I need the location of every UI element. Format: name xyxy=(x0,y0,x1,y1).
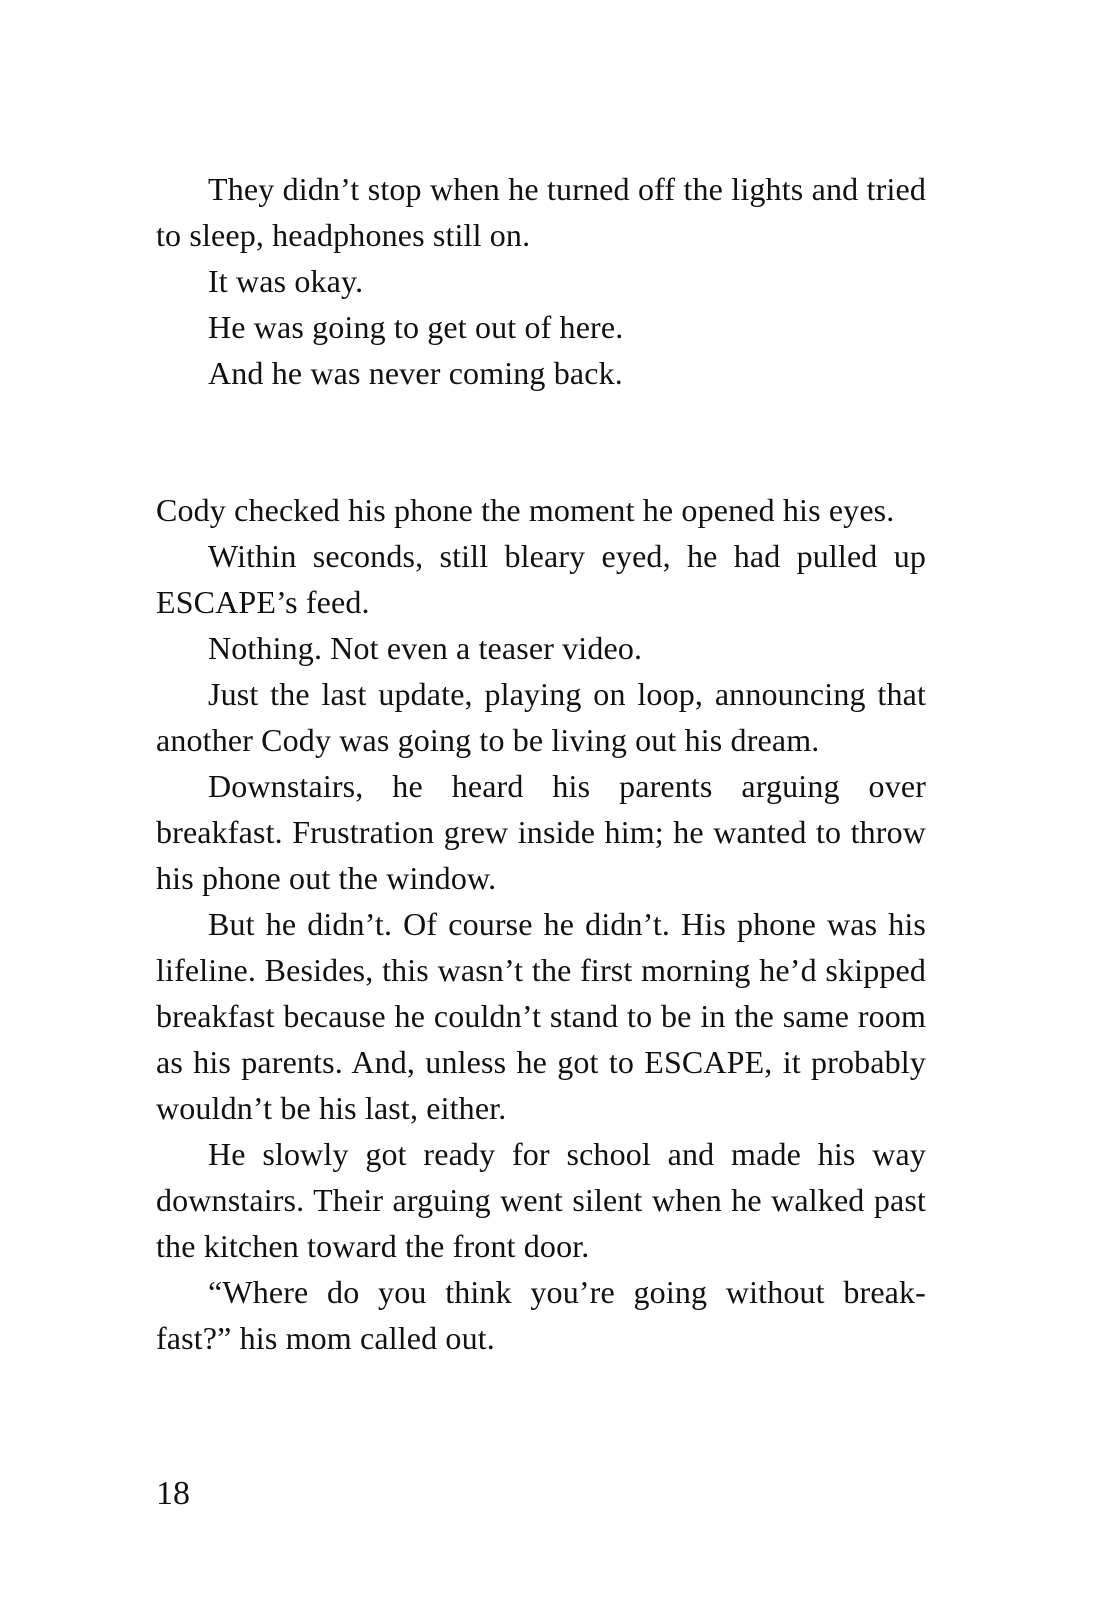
paragraph: He slowly got ready for school and made his way downstairs. Their arguing went silent when he walked past the kitchen toward the front door. xyxy=(156,1136,926,1264)
paragraph: He was going to get out of here. xyxy=(208,309,624,345)
paragraph: They didn’t stop when he turned off the lights and tried to sleep, headphones still on. xyxy=(156,171,926,253)
section-one xyxy=(156,166,926,396)
paragraph: “Where do you think you’re going without break-fast?” his mom called out. xyxy=(156,1274,926,1356)
paragraph: Nothing. Not even a teaser video. xyxy=(208,630,643,666)
section-opening-paragraph: Cody checked his phone the moment he opened his eyes. xyxy=(156,492,895,528)
section-two xyxy=(156,487,926,1361)
paragraph: Downstairs, he heard his parents arguing over breakfast. Frustration grew inside him; he wanted to throw his phone out the window. xyxy=(156,768,926,896)
paragraph: Just the last update, playing on loop, announcing that another Cody was going to be living out his dream. xyxy=(156,676,926,758)
paragraph: And he was never coming back. xyxy=(208,355,623,391)
paragraph: But he didn’t. Of course he didn’t. His phone was his lifeline. Besides, this wasn’t the first morning he’d skipped breakfast because he couldn’t stand to be in the same room as his parents. And, unless he got to ESCAPE, it probably wouldn’t be his last, either. xyxy=(156,906,926,1126)
paragraph: It was okay. xyxy=(208,263,364,299)
paragraph: Within seconds, still bleary eyed, he had pulled up ESCAPE’s feed. xyxy=(156,538,926,620)
page-number: 18 xyxy=(156,1475,190,1512)
